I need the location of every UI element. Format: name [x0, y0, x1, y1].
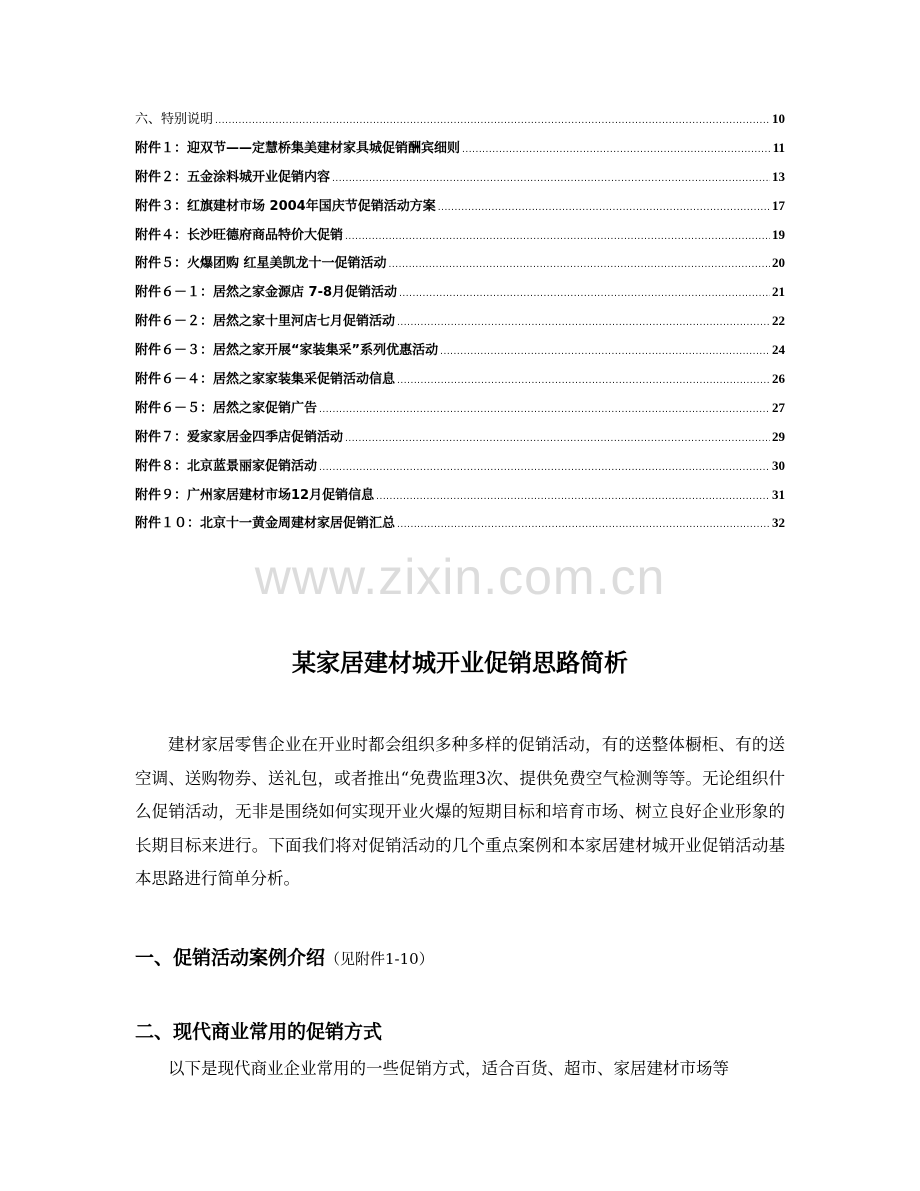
toc-entry-page: 29: [772, 428, 785, 444]
toc-dot-leader: [332, 174, 770, 184]
section-heading-1: [135, 943, 434, 970]
toc-entry-label: 附件９：广州家居建材市场12月促销信息: [135, 487, 375, 503]
toc-entry[interactable]: [135, 224, 785, 253]
toc-entry[interactable]: [135, 397, 785, 426]
toc-entry-label: 六、特别说明: [135, 112, 214, 127]
toc-entry-label: 附件２：五金涂料城开业促销内容: [135, 169, 331, 185]
toc-entry-label: 附件７：爱家家居金四季店促销活动: [135, 429, 344, 445]
toc-entry[interactable]: [135, 455, 785, 484]
toc-entry-page: 19: [772, 226, 785, 242]
toc-entry-page: 13: [772, 168, 785, 184]
toc-dot-leader: [438, 203, 770, 213]
toc-entry-label: 附件６－４：居然之家家装集采促销活动信息: [135, 372, 396, 388]
toc-entry-page: 31: [772, 486, 785, 502]
toc-entry-label: 附件８：北京蓝景丽家促销活动: [135, 458, 318, 474]
toc-entry-page: 30: [772, 457, 785, 473]
section-heading-1-text: 一、促销活动案例介绍: [135, 947, 326, 969]
toc-entry-label: 附件１：迎双节——定慧桥集美建材家具城促销酬宾细则: [135, 140, 461, 156]
toc-entry[interactable]: [135, 252, 785, 281]
toc-entry-page: 22: [772, 313, 785, 329]
toc-dot-leader: [215, 116, 770, 126]
toc-entry-label: 附件３：红旗建材市场 2004年国庆节促销活动方案: [135, 198, 436, 214]
toc-entry-page: 32: [772, 515, 785, 531]
toc-entry[interactable]: [135, 368, 785, 397]
toc-dot-leader: [399, 289, 770, 299]
toc-dot-leader: [345, 434, 770, 444]
toc-entry[interactable]: [135, 137, 785, 166]
toc-dot-leader: [319, 463, 770, 473]
watermark: www.zixin.com.cn: [254, 549, 666, 605]
toc-entry[interactable]: [135, 108, 785, 137]
toc-entry-label: 附件５：火爆团购 红星美凯龙十一促销活动: [135, 256, 387, 272]
section-2-paragraph: 以下是现代商业企业常用的一些促销方式，适合百货、超市、家居建材市场等: [168, 1059, 729, 1078]
toc-entry-page: 20: [772, 255, 785, 271]
toc-entry-label: 附件４：长沙旺德府商品特价大促销: [135, 227, 344, 243]
toc-entry-label: 附件６－２：居然之家十里河店七月促销活动: [135, 314, 396, 330]
intro-paragraph: 建材家居零售企业在开业时都会组织多种多样的促销活动，有的送整体橱柜、有的送空调、送购物券、送礼包，或者推出“免费监理3次、提供免费空气检测等等。无论组织什么促销活动，无非是围绕如何实现开业火爆的短期目标和培育市场、树立良好企业形象的长期目标来进行。下面我们将对促销活动的几个重点案例和本家居建材城开业促销活动基本思路进行简单分析。: [135, 735, 785, 888]
toc-entry[interactable]: [135, 281, 785, 310]
toc-dot-leader: [319, 405, 770, 415]
toc-dot-leader: [440, 347, 770, 357]
toc-dot-leader: [389, 260, 770, 270]
toc-entry-label: 附件６－１：居然之家金源店 7-8月促销活动: [135, 285, 398, 301]
page-title: 某家居建材城开业促销思路简析: [292, 649, 628, 677]
toc-entry-label: 附件１０：北京十一黄金周建材家居促销汇总: [135, 516, 396, 532]
toc-entry-label: 附件６－５：居然之家促销广告: [135, 400, 318, 416]
toc-entry-page: 26: [772, 371, 785, 387]
toc-dot-leader: [462, 145, 771, 155]
toc-entry[interactable]: [135, 166, 785, 195]
toc-entry-page: 27: [772, 399, 785, 415]
toc-entry-page: 10: [772, 111, 785, 126]
toc-entry[interactable]: [135, 310, 785, 339]
toc-dot-leader: [397, 318, 770, 328]
toc-entry[interactable]: [135, 426, 785, 455]
toc-entry-page: 21: [772, 284, 785, 300]
toc-dot-leader: [345, 232, 770, 242]
toc-entry-label: 附件６－３：居然之家开展“家装集采”系列优惠活动: [135, 343, 439, 359]
toc-entry[interactable]: [135, 484, 785, 513]
section-heading-1-note: （见附件1-10）: [325, 950, 434, 968]
section-heading-2: 二、现代商业常用的促销方式: [135, 1021, 383, 1043]
table-of-contents: [135, 108, 785, 541]
toc-entry[interactable]: [135, 195, 785, 224]
toc-entry[interactable]: [135, 512, 785, 541]
toc-dot-leader: [397, 520, 770, 530]
toc-entry-page: 11: [772, 139, 785, 155]
toc-dot-leader: [376, 492, 770, 502]
toc-entry[interactable]: [135, 339, 785, 368]
toc-entry-page: 24: [772, 342, 785, 358]
toc-entry-page: 17: [772, 197, 785, 213]
toc-dot-leader: [397, 376, 770, 386]
